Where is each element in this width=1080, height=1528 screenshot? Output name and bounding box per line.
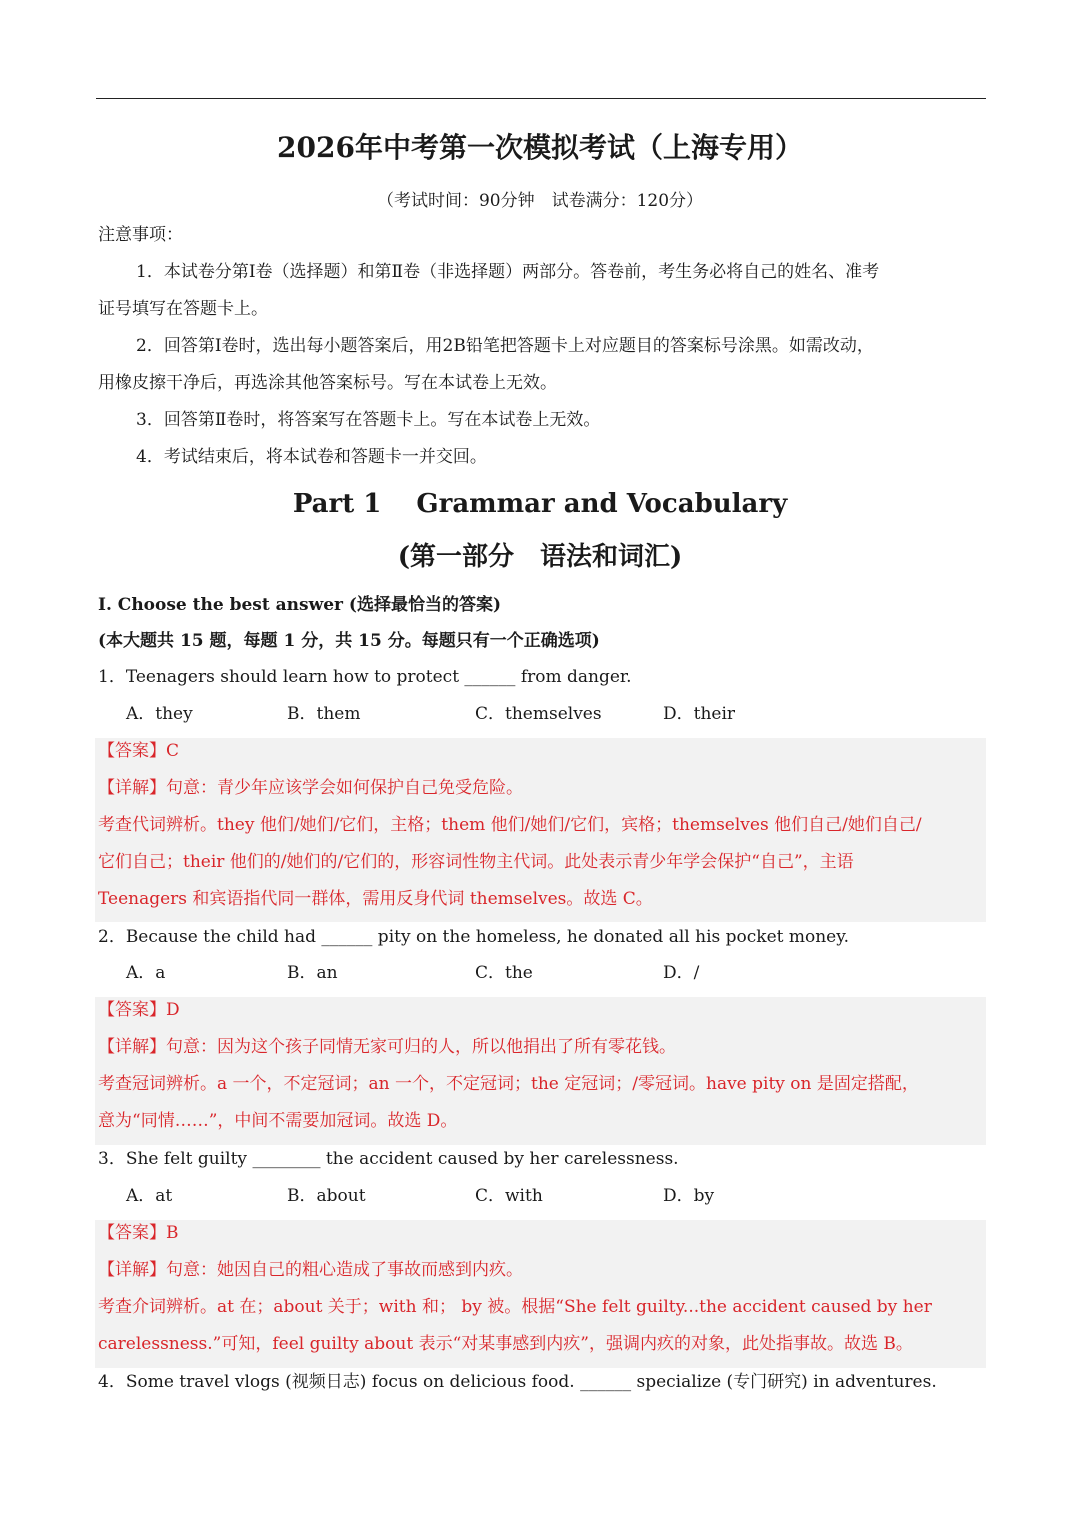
option-d: D．by	[663, 1186, 715, 1206]
option-b: B．about	[287, 1186, 366, 1206]
answer-label: 【答案】B	[98, 1223, 179, 1243]
option-b: B．an	[287, 963, 338, 983]
note-line: 1．本试卷分第Ⅰ卷（选择题）和第Ⅱ卷（非选择题）两部分。答卷前，考生务必将自己的姓名、准考	[136, 262, 880, 282]
notes-heading: 注意事项：	[98, 225, 183, 245]
explanation-line: 考查代词辨析。they 他们/她们/它们，主格；them 他们/她们/它们，宾格；themselves 他们自己/她们自己/	[98, 815, 922, 835]
option-c: C．with	[475, 1186, 543, 1206]
question-stem: 2．Because the child had ______ pity on the homeless, he donated all his pocket money.	[98, 927, 849, 947]
option-a: A．they	[126, 704, 193, 724]
part-title: Part 1 Grammar and Vocabulary	[292, 489, 788, 519]
option-c: C．the	[475, 963, 533, 983]
explanation-line: 考查冠词辨析。a 一个，不定冠词；an 一个，不定冠词；the 定冠词；/零冠词。have pity on 是固定搭配，	[98, 1074, 919, 1094]
answer-label: 【答案】D	[98, 1000, 180, 1020]
explanation-line: 它们自己；their 他们的/她们的/它们的，形容词性物主代词。此处表示青少年学会保护“自己”，主语	[98, 852, 854, 872]
note-line: 2．回答第Ⅰ卷时，选出每小题答案后，用2B铅笔把答题卡上对应题目的答案标号涂黑。如需改动，	[136, 336, 874, 356]
explanation-line: 【详解】句意：她因自己的粗心造成了事故而感到内疚。	[98, 1260, 523, 1280]
answer-label: 【答案】C	[98, 741, 180, 761]
option-b: B．them	[287, 704, 361, 724]
option-d: D．their	[663, 704, 736, 724]
exam-title: 2026年中考第一次模拟考试（上海专用）	[277, 131, 803, 164]
exam-subtitle: （考试时间：90分钟 试卷满分：120分）	[376, 191, 704, 211]
option-a: A．at	[126, 1186, 173, 1206]
question-stem: 4．Some travel vlogs (视频日志) focus on delicious food. ______ specialize (专门研究) in adventures.	[98, 1372, 937, 1392]
part-subtitle: (第一部分 语法和词汇)	[397, 542, 683, 572]
question-stem: 3．She felt guilty ________ the accident caused by her carelessness.	[98, 1149, 679, 1169]
explanation-line: Teenagers 和宾语指代同一群体，需用反身代词 themselves。故选 C。	[98, 889, 653, 909]
question-stem: 1．Teenagers should learn how to protect ______ from danger.	[98, 667, 632, 687]
explanation-line: 考查介词辨析。at 在；about 关于；with 和； by 被。根据“She felt guilty...the accident caused by her	[98, 1297, 932, 1317]
explanation-line: 意为“同情……”，中间不需要加冠词。故选 D。	[98, 1111, 458, 1131]
top-rule	[96, 98, 986, 99]
section-instructions: (本大题共 15 题，每题 1 分，共 15 分。每题只有一个正确选项)	[98, 631, 600, 651]
option-d: D．/	[663, 963, 700, 983]
option-a: A．a	[126, 963, 166, 983]
note-line: 用橡皮擦干净后，再选涂其他答案标号。写在本试卷上无效。	[98, 373, 557, 393]
note-line: 4．考试结束后，将本试卷和答题卡一并交回。	[136, 447, 487, 467]
note-line: 证号填写在答题卡上。	[98, 299, 268, 319]
option-c: C．themselves	[475, 704, 602, 724]
note-line: 3．回答第Ⅱ卷时，将答案写在答题卡上。写在本试卷上无效。	[136, 410, 601, 430]
section-heading: I. Choose the best answer (选择最恰当的答案)	[98, 595, 502, 615]
explanation-line: carelessness.”可知，feel guilty about 表示“对某事感到内疚”，强调内疚的对象，此处指事故。故选 B。	[98, 1334, 913, 1354]
explanation-line: 【详解】句意：青少年应该学会如何保护自己免受危险。	[98, 778, 523, 798]
explanation-line: 【详解】句意：因为这个孩子同情无家可归的人，所以他捐出了所有零花钱。	[98, 1037, 676, 1057]
